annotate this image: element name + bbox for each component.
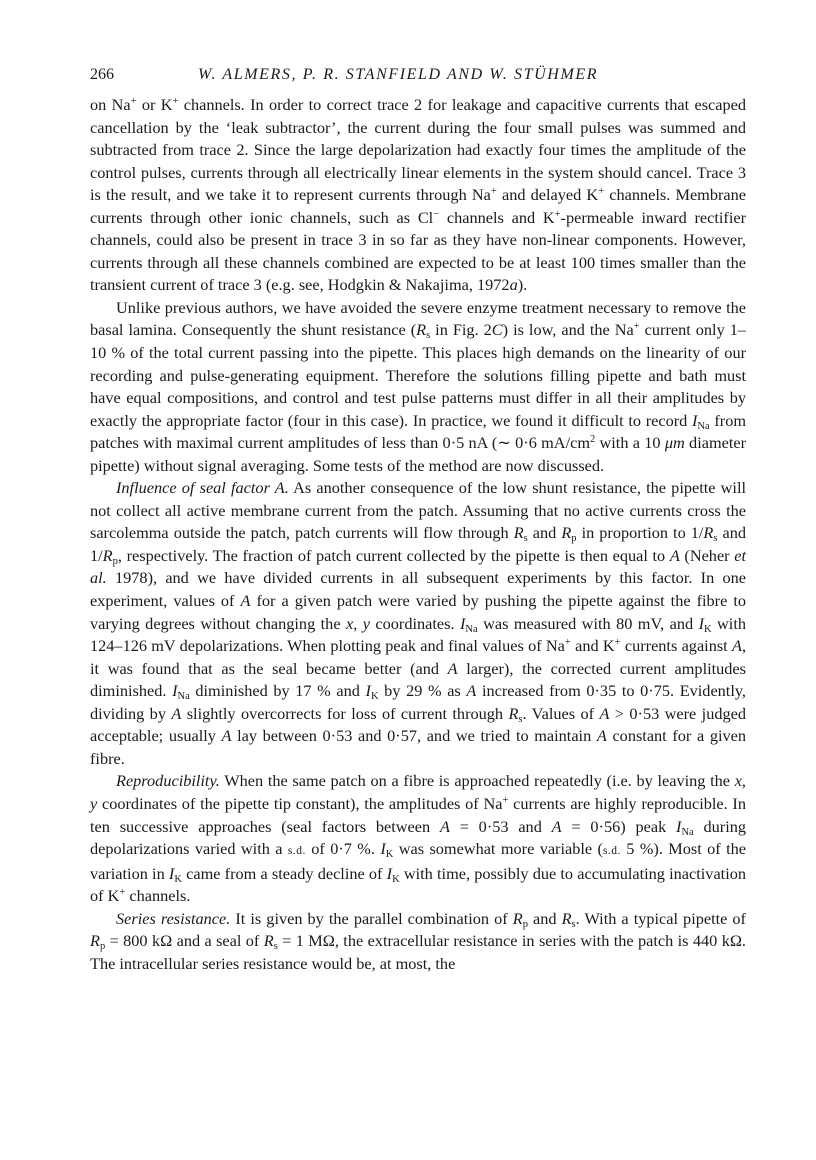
paragraph-series-resistance: Series resistance. It is given by the parallel combination of $R_p$ and $R_s$. With a typical pipette of $R_p = 800$ kΩ and a seal of $R_s = 1$ MΩ, the extracellular resistance in series with the patch is 440 kΩ. The intracellular series resistance would be, at most, the [90,908,747,973]
running-head-authors: W. ALMERS, P. R. STANFIELD AND W. STÜHMER [198,66,599,83]
paragraph-seal-factor: Influence of seal factor A. As another consequence of the low shunt resistance, the pipette will not collect all active membrane current from the patch. Assuming that no active currents cross the sarcolemma outside the patch, patch currents will flow through $R_s$ and $R_p$ in proportion to $1/R_s$ and $1/R_p$, respectively. The fraction of patch current collected by the pipette is then equal to A (Neher et al. 1978), and we have divided currents in all subsequent experiments by this factor. In one experiment, values of A for a given patch were varied by pushing the pipette against the fibre to varying degrees without changing the x, y coordinates. $I_{Na}$ was measured with 80 mV, and $I_K$ with 124–126 mV depolarizations. When plotting peak and final values of Na+ and K+ currents against A, it was found that as the seal became better (and A larger), the corrected current amplitudes diminished. $I_{Na}$ diminished by 17 % and $I_K$ by 29 % as A increased from 0·35 to 0·75. Evidently, dividing by A slightly overcorrects for loss of current through $R_s$. Values of A > 0·53 were judged acceptable; usually A lay between 0·53 and 0·57, and we tried to maintain A constant for a given fibre. [90,478,747,768]
section-heading-reproducibility: Reproducibility. [116,771,220,791]
paragraph-reproducibility: Reproducibility. When the same patch on a fibre is approached repeatedly (i.e. by leaving the x, y coordinates of the pipette tip constant), the amplitudes of Na+ currents are highly reproducible. In ten successive approaches (seal factors between A = 0·53 and A = 0·56) peak $I_{Na}$ during depolarizations varied with a s.d. of 0·7 %. $I_K$ was somewhat more variable (s.d. 5 %). Most of the variation in $I_K$ came from a steady decline of $I_K$ with time, possibly due to accumulating inactivation of K+ channels. [90,771,747,906]
paragraph-basal-lamina: Unlike previous authors, we have avoided the severe enzyme treatment necessary to remove the basal lamina. Consequently the shunt resistance ($R_s$ in Fig. 2C) is low, and the Na+ current only 1–10 % of the total current passing into the pipette. This places high demands on the linearity of our recording and pulse-generating equipment. Therefore the solutions filling pipette and bath must have equal compositions, and control and test pulse patterns must differ in all their amplitudes by exactly the appropriate factor (four in this case). In practice, we found it difficult to record $I_{Na}$ from patches with maximal current amplitudes of less than 0·5 nA (∼ 0·6 $mA/cm^2$ with a 10 μm diameter pipette) without signal averaging. Some tests of the method are now discussed. [90,297,747,475]
section-heading-seal-factor: Influence of seal factor A. [116,478,289,498]
paragraph-leak-correction: on Na+ or K+ channels. In order to correct trace 2 for leakage and capacitive currents that escaped cancellation by the ‘leak subtractor’, the current during the four small pulses was summed and subtracted from trace 2. Since the large depolarization had exactly four times the amplitude of the control pulses, currents through all electrically linear elements in the system should cancel. Trace 3 is the result, and we take it to represent currents through Na+ and delayed K+ channels. Membrane currents through other ionic channels, such as Cl− channels and K+-permeable inward rectifier channels, could also be present in trace 3 in so far as they have non-linear components. However, currents through all these channels combined are expected to be at least 100 times smaller than the transient current of trace 3 (e.g. see, Hodgkin & Nakajima, 1972a). [90,95,747,295]
section-heading-series-resistance: Series resistance. [116,908,231,928]
journal-page [90,64,746,975]
running-header [90,64,746,90]
page-number: 266 [90,66,114,83]
